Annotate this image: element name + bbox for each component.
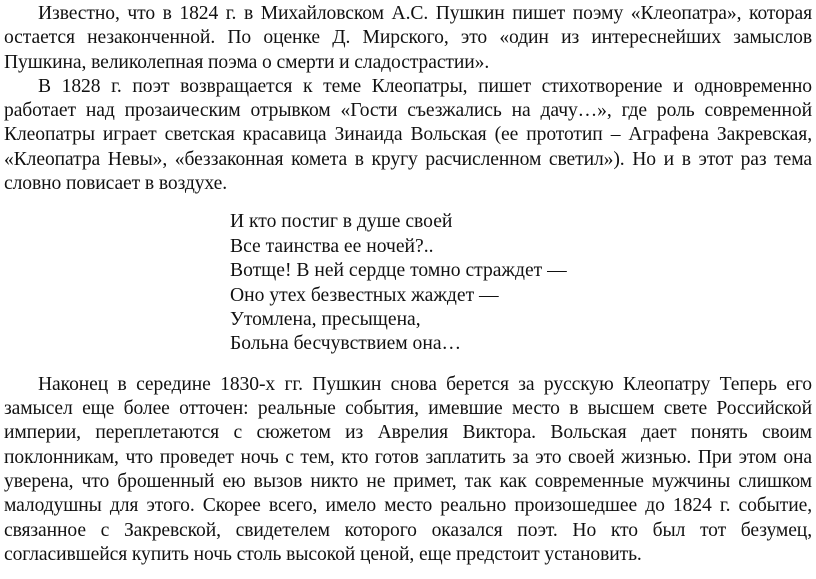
paragraph-1830s: Наконец в середине 1830-х гг. Пушкин снова берется за русскую Клеопатру Теперь его замысел еще более отточен: реальные события, имевшие место в высшем свете Российской империи, переплетаются с сюжетом из Аврелия Виктора. Вольская дает понять своим поклонникам, что проведет ночь с тем, кто готов заплатить за это своей жизнью. При этом она уверена, что брошенный ею вызов никто не примет, так как современные мужчины слишком малодушны для этого. Скорее всего, имело место реально произошедшее до 1824 г. событие, связанное с Закревской, свидетелем которого оказался поэт. Но кто был тот безумец, согласившейся купить ночь столь высокой ценой, еще предстоит установить. (4, 373, 812, 565)
paragraph-1828-return: В 1828 г. поэт возвращается к теме Клеопатры, пишет стихотворение и одновременно работает над прозаическим отрывком «Гости съезжались на дачу…», где роль современной Клеопатры играет светская красавица Зинаида Вольская (ее прототип – Аграфена Закревская, «Клеопатра Невы», «беззаконная комета в кругу расчисленном светил»). Но и в этот раз тема словно повисает в воздухе. (4, 75, 812, 195)
poem-line: Утомлена, пресыщена, (230, 309, 421, 330)
poem-line: Больна бесчувствием она… (230, 333, 462, 355)
poem-line: Все таинства ее ночей?.. (230, 235, 434, 257)
poem-line: И кто постиг в душе своей (230, 211, 453, 233)
poem-quote (230, 210, 812, 356)
poem-line: Вотще! В ней сердце томно страждет — (230, 260, 567, 282)
paragraph-1824-kleopatra: Известно, что в 1824 г. в Михайловском А.С. Пушкин пишет поэму «Клеопатра», которая остается незаконченной. По оценке Д. Мирского, это «один из интереснейших замыслов Пушкина, великолепная поэма о смерти и сладострастии». (4, 3, 812, 73)
poem-line: Оно утех безвестных жаждет — (230, 284, 499, 306)
